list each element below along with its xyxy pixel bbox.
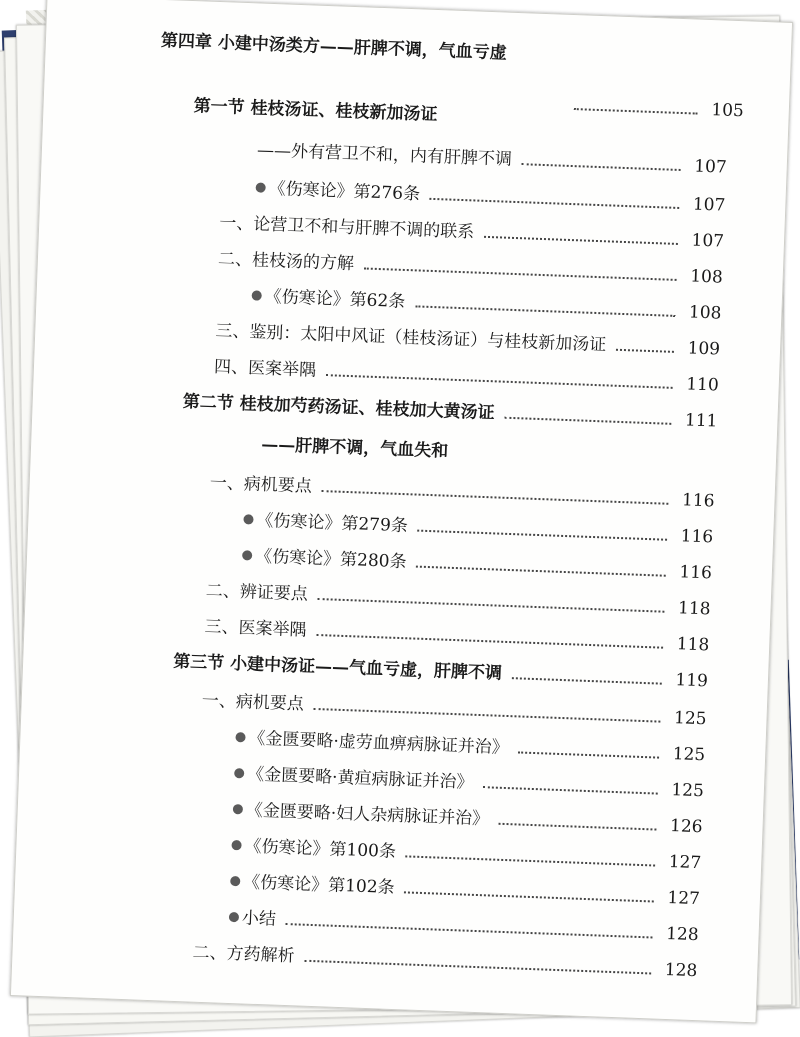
page-number: 128 [664, 959, 698, 982]
entry-label: 《伤寒论》第280条 [242, 541, 407, 572]
page-number: 125 [673, 708, 707, 730]
page-number: 127 [668, 852, 702, 874]
page-number: 118 [676, 634, 710, 656]
toc-entry [234, 759, 705, 801]
page-number: 118 [677, 598, 711, 620]
page-number: 107 [691, 230, 725, 252]
entry-label: 三、鉴别：太阳中风证（桂枝汤证）与桂枝新加汤证 [215, 321, 607, 356]
entry-label: 《伤寒论》第276条 [255, 173, 420, 204]
toc-entry [218, 244, 724, 287]
entry-label: 二、辨证要点 [205, 580, 309, 605]
section-subtitle-row [257, 135, 728, 177]
toc-entry [201, 686, 707, 729]
entry-label: 《金匮要略·黄疸病脉证并治》 [234, 759, 474, 793]
entry-label: 《伤寒论》第102条 [230, 867, 395, 898]
toc-entry [251, 281, 722, 323]
leader-dots [430, 198, 679, 209]
entry-label: 《金匮要略·妇人杂病脉证并治》 [232, 795, 489, 829]
leader-dots [316, 634, 663, 649]
page-number: 107 [693, 156, 728, 178]
leader-dots [314, 708, 661, 723]
toc-entry [214, 352, 720, 395]
toc-entry [192, 938, 698, 981]
leader-dots [418, 530, 667, 541]
leader-dots [318, 598, 665, 613]
toc-entry [255, 173, 726, 215]
page-number: 119 [675, 670, 709, 692]
toc-entry [232, 795, 703, 837]
leader-dots [326, 374, 673, 389]
entry-label: 《伤寒论》第100条 [231, 831, 396, 862]
section-title: 第二节 桂枝加芍药汤证、桂枝加大黄汤证 [182, 391, 495, 424]
leader-dots [522, 163, 681, 171]
toc-entry [242, 541, 713, 583]
page-number: 105 [711, 100, 745, 122]
section-subtitle: ——外有营卫不和，内有肝脾不调 [256, 140, 513, 170]
entry-label: 二、桂枝汤的方解 [217, 249, 355, 275]
leader-dots [574, 108, 698, 115]
entry-label: 《伤寒论》第279条 [243, 505, 408, 536]
section-title: 第三节 小建中汤证——气血亏虚，肝脾不调 [172, 651, 503, 684]
entry-label: 《伤寒论》第62条 [251, 281, 405, 312]
section-row [173, 647, 709, 692]
toc-page [10, 0, 793, 1023]
page-number: 110 [685, 374, 720, 396]
leader-dots [499, 823, 657, 831]
leader-dots [404, 891, 653, 902]
page-number: 125 [672, 744, 706, 766]
entry-label: 一、病机要点 [201, 690, 305, 715]
page-number: 111 [684, 410, 718, 432]
entry-label: 《金匮要略·虚劳血痹病脉证并治》 [235, 723, 509, 758]
toc-entry [235, 723, 706, 765]
section-subtitle: ——肝脾不调，气血失和 [260, 434, 449, 462]
entry-label: 二、方药解析 [192, 942, 295, 967]
page-number: 128 [665, 923, 699, 946]
entry-label: 一、论营卫不和与肝脾不调的联系 [218, 213, 475, 243]
section-row [182, 387, 718, 432]
leader-dots [512, 677, 662, 684]
leader-dots [616, 349, 674, 353]
entry-label: 一、病机要点 [209, 472, 313, 497]
toc-entry [215, 316, 721, 359]
page-number: 126 [669, 816, 703, 838]
leader-dots [504, 417, 671, 425]
page-number: 127 [667, 888, 701, 910]
leader-dots [364, 267, 677, 280]
toc-entry [229, 903, 700, 945]
toc-entry [206, 576, 712, 619]
leader-dots [416, 566, 665, 577]
leader-dots [519, 751, 660, 758]
page-number: 116 [679, 562, 713, 584]
leader-dots [406, 855, 655, 866]
entry-label: 三、医案举隅 [204, 616, 307, 641]
page-number: 116 [681, 490, 715, 512]
toc-entry [219, 208, 725, 251]
leader-dots [286, 923, 653, 938]
page-number: 107 [692, 194, 726, 216]
toc-entry [209, 468, 715, 511]
toc-entry [231, 831, 702, 873]
toc-entry [230, 867, 701, 909]
entry-label: 小结 [229, 903, 277, 930]
toc-entry [243, 505, 714, 547]
chapter-toc-row [564, 95, 745, 122]
leader-dots [484, 236, 678, 245]
page-number: 108 [688, 302, 722, 324]
chapter-title: 第四章 小建中汤类方——肝脾不调，气血亏虚 [160, 30, 508, 64]
leader-dots [483, 786, 658, 794]
section-title: 第一节 桂枝汤证、桂枝新加汤证 [193, 96, 438, 126]
page-number: 125 [671, 780, 705, 802]
leader-dots [415, 305, 675, 317]
page-number: 108 [689, 266, 724, 288]
entry-label: 四、医案举隅 [213, 357, 317, 381]
leader-dots [322, 490, 669, 505]
leader-dots [304, 960, 651, 975]
page-number: 109 [687, 338, 721, 360]
toc-entry [204, 612, 710, 655]
page-number: 116 [680, 526, 714, 548]
